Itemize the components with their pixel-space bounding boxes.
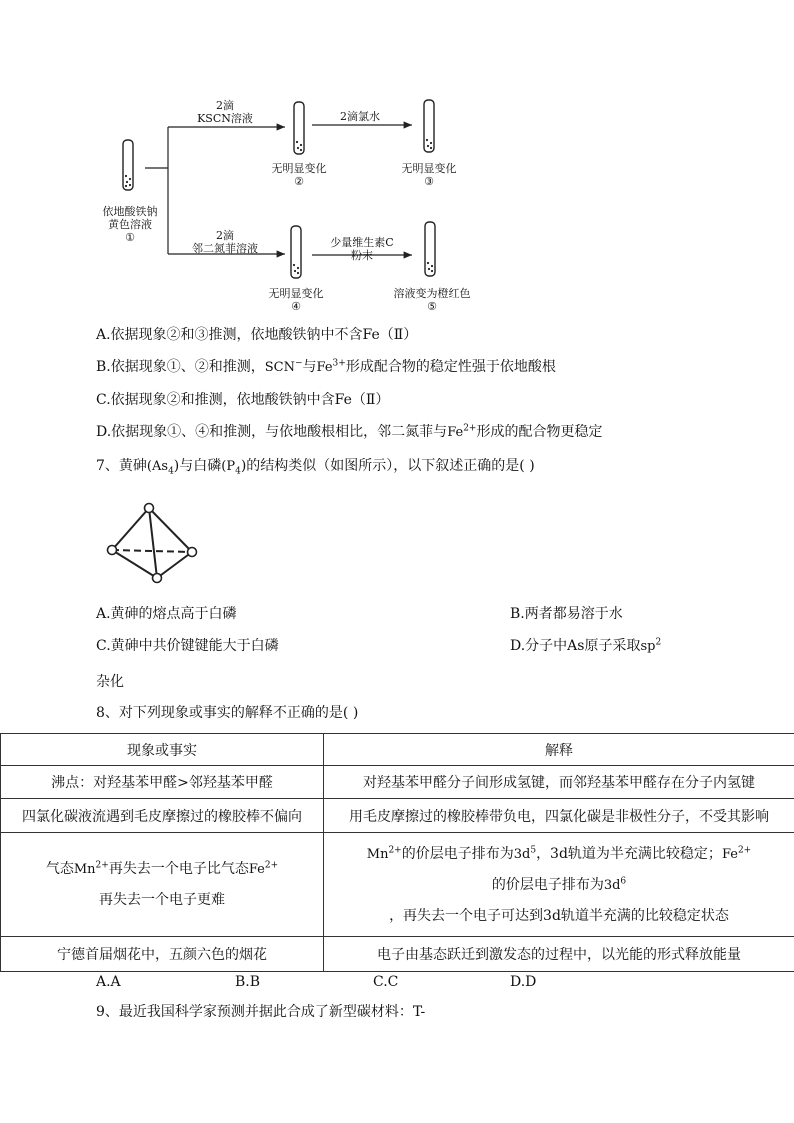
q7-stem-part3: )的结构类似（如图所示），以下叙述正确的是( ) (240, 458, 535, 474)
test-tube-2 (294, 102, 304, 154)
reagent-phen-name: 邻二氮菲溶液 (192, 242, 258, 255)
q7-p4 (221, 459, 241, 477)
q6-d-fe-text: Fe (447, 425, 464, 440)
row3-mn-ion (74, 862, 109, 877)
tube5-label-line2: ⑤ (427, 300, 437, 313)
reagent-phen-label (180, 229, 270, 255)
q7-option-c: C.黄砷中共价键键能大于白磷 (96, 638, 279, 654)
table-row (1, 766, 794, 799)
test-tube-4 (291, 226, 301, 278)
tube5-label-line1: 溶液变为橙红色 (393, 287, 471, 300)
q7-d-sp-sup: 2 (655, 637, 662, 648)
q8-option-b: B.B (235, 974, 261, 990)
row3-exp-3d6-sup: 6 (620, 876, 627, 887)
q6-b-suffix: 形成配合物的稳定性强于依地酸根 (345, 359, 556, 375)
q7-as4-sub: 4 (168, 466, 174, 477)
q6-b-mid: 与 (302, 359, 317, 375)
row3-exp-fe-charge: 2+ (737, 845, 752, 856)
table-header-explanation: 解释 (324, 734, 794, 766)
q7-as4 (146, 459, 174, 477)
row3-exp-3d5 (514, 847, 536, 862)
row3-exp-mn-charge: 2+ (388, 845, 402, 856)
row4-explanation: 电子由基态跃迁到激发态的过程中，以光能的形式释放能量 (324, 937, 794, 972)
q6-d-suffix: 形成的配合物更稳定 (476, 424, 603, 440)
row1-phenomenon: 沸点：对羟基苯甲醛>邻羟基苯甲醛 (1, 766, 324, 799)
tube1-label (92, 205, 168, 244)
q6-option-c: C.依据现象②和推测，依地酸铁钠中含Fe（Ⅱ） (96, 392, 390, 408)
row3-exp-config-a: 的价层电子排布为 (401, 845, 514, 862)
q6-option-d (96, 422, 602, 443)
tube1-label-line3: ① (125, 231, 135, 244)
row3-gaseous-1: 气态 (45, 861, 74, 877)
row3-compare-text: 再失去一个电子比气态 (108, 861, 249, 877)
q7-stem-part2: )与白磷 (173, 458, 222, 474)
tube3-label (390, 162, 468, 188)
reagent-vitc-form: 粉末 (351, 249, 373, 262)
q6-d-fe (447, 425, 476, 440)
q7-p4-text: (P (221, 459, 236, 474)
reagent-kscn-drops: 2滴 (216, 99, 234, 112)
test-tube-1 (123, 140, 133, 190)
q6-option-a: A.依据现象②和③推测，依地酸铁钠中不含Fe（Ⅱ） (96, 327, 418, 343)
tube4-label (257, 287, 335, 313)
row3-phenomenon-line1 (1, 854, 323, 885)
q7-as4-text: (As (146, 459, 169, 474)
reagent-kscn-name: KSCN溶液 (197, 112, 253, 125)
table-row (1, 937, 794, 972)
q8-option-a: A.A (96, 974, 121, 990)
row3-explanation-line2 (324, 870, 794, 901)
row3-explanation (324, 833, 794, 937)
reagent-vitc-label (322, 236, 402, 262)
tube3-label-line2: ③ (424, 175, 434, 188)
q8-option-c: C.C (373, 974, 399, 990)
q6-d-prefix: D.依据现象①、④和推测，与依地酸根相比，邻二氮菲与 (96, 424, 448, 440)
q7-d-sp-text: sp (640, 639, 656, 654)
q6-option-b (96, 357, 556, 378)
tetrahedron-structure-figure (100, 500, 210, 590)
q7-option-a: A.黄砷的熔点高于白磷 (96, 606, 237, 622)
row3-exp-3d6-text: 3d (603, 877, 621, 893)
table-row (1, 799, 794, 833)
table-header-phenomenon: 现象或事实 (1, 734, 324, 766)
q7-stem-part1: 7、黄砷 (96, 458, 147, 474)
test-tube-5 (425, 222, 435, 276)
tube2-label-line2: ② (294, 175, 304, 188)
q6-d-fe-charge: 2+ (463, 423, 477, 434)
row2-phenomenon: 四氯化碳液流遇到毛皮摩擦过的橡胶棒不偏向 (1, 799, 324, 833)
q7-d-prefix: D.分子中As原子采取 (510, 638, 641, 654)
q6-b-scn (265, 360, 303, 375)
reagent-kscn-label (180, 99, 270, 125)
q6-b-scn-charge: − (294, 358, 303, 369)
row3-mn-text: Mn (73, 862, 96, 877)
q7-option-d-continued: 杂化 (96, 674, 124, 690)
tube2-label-line1: 无明显变化 (271, 162, 327, 175)
test-tube-3 (424, 100, 434, 152)
tube2-label (260, 162, 338, 188)
row3-explanation-line1 (324, 839, 794, 870)
row4-phenomenon: 宁德首届烟花中，五颜六色的烟花 (1, 937, 324, 972)
row3-exp-3d5-text: 3d (513, 846, 531, 862)
row3-exp-config-b: 的价层电子排布为 (491, 876, 604, 893)
table-row (1, 833, 794, 937)
q6-b-fe-charge: 3+ (332, 358, 346, 369)
row3-fe-text: Fe (248, 862, 265, 877)
q6-b-prefix: B.依据现象①、②和推测， (96, 359, 265, 375)
q7-option-d (510, 636, 661, 657)
q6-b-scn-text: SCN (264, 360, 295, 375)
row3-mn-charge: 2+ (95, 860, 109, 871)
q8-table (0, 733, 794, 972)
q9-stem: 9、最近我国科学家预测并据此合成了新型碳材料：T- (96, 1004, 426, 1020)
tube3-label-line1: 无明显变化 (401, 162, 457, 175)
q8-option-d: D.D (510, 974, 537, 990)
row3-exp-mn-text: Mn (366, 846, 389, 862)
row3-phenomenon (1, 833, 324, 937)
q7-d-sp (640, 639, 661, 654)
row3-fe-charge: 2+ (264, 860, 279, 871)
row3-exp-3d6 (604, 878, 626, 893)
row3-exp-mn (367, 847, 402, 862)
q7-option-b: B.两者都易溶于水 (510, 606, 623, 622)
row3-exp-fe (722, 847, 751, 862)
row1-explanation: 对羟基苯甲醛分子间形成氢键，而邻羟基苯甲醛存在分子内氢键 (324, 766, 794, 799)
row3-fe-ion (249, 862, 278, 877)
q7-stem (96, 456, 535, 477)
q7-p4-sub: 4 (235, 466, 241, 477)
tube4-label-line2: ④ (291, 300, 301, 313)
tube1-label-line2: 黄色溶液 (108, 218, 152, 231)
row3-exp-3d5-sup: 5 (530, 845, 537, 856)
q6-b-fe-text: Fe (316, 360, 333, 375)
reagent-phen-drops: 2滴 (216, 229, 234, 242)
q8-stem: 8、对下列现象或事实的解释不正确的是( ) (96, 705, 359, 721)
row2-explanation: 用毛皮摩擦过的橡胶棒带负电，四氯化碳是非极性分子，不受其影响 (324, 799, 794, 833)
reagent-chlorine-label: 2滴氯水 (340, 110, 380, 123)
reagent-vitc-name: 少量维生素C (330, 236, 394, 249)
table-header-row (1, 734, 794, 766)
tube5-label (384, 287, 480, 313)
tube1-label-line1: 依地酸铁钠 (102, 205, 158, 218)
q6-b-fe (317, 360, 346, 375)
tube4-label-line1: 无明显变化 (268, 287, 324, 300)
row3-phenomenon-line2: 再失去一个电子更难 (99, 892, 225, 908)
row3-exp-stable: ，3d轨道为半充满比较稳定； (536, 845, 722, 862)
row3-explanation-line3: ，再失去一个电子可达到3d轨道半充满的比较稳定状态 (389, 907, 729, 924)
row3-exp-fe-text: Fe (721, 846, 738, 862)
